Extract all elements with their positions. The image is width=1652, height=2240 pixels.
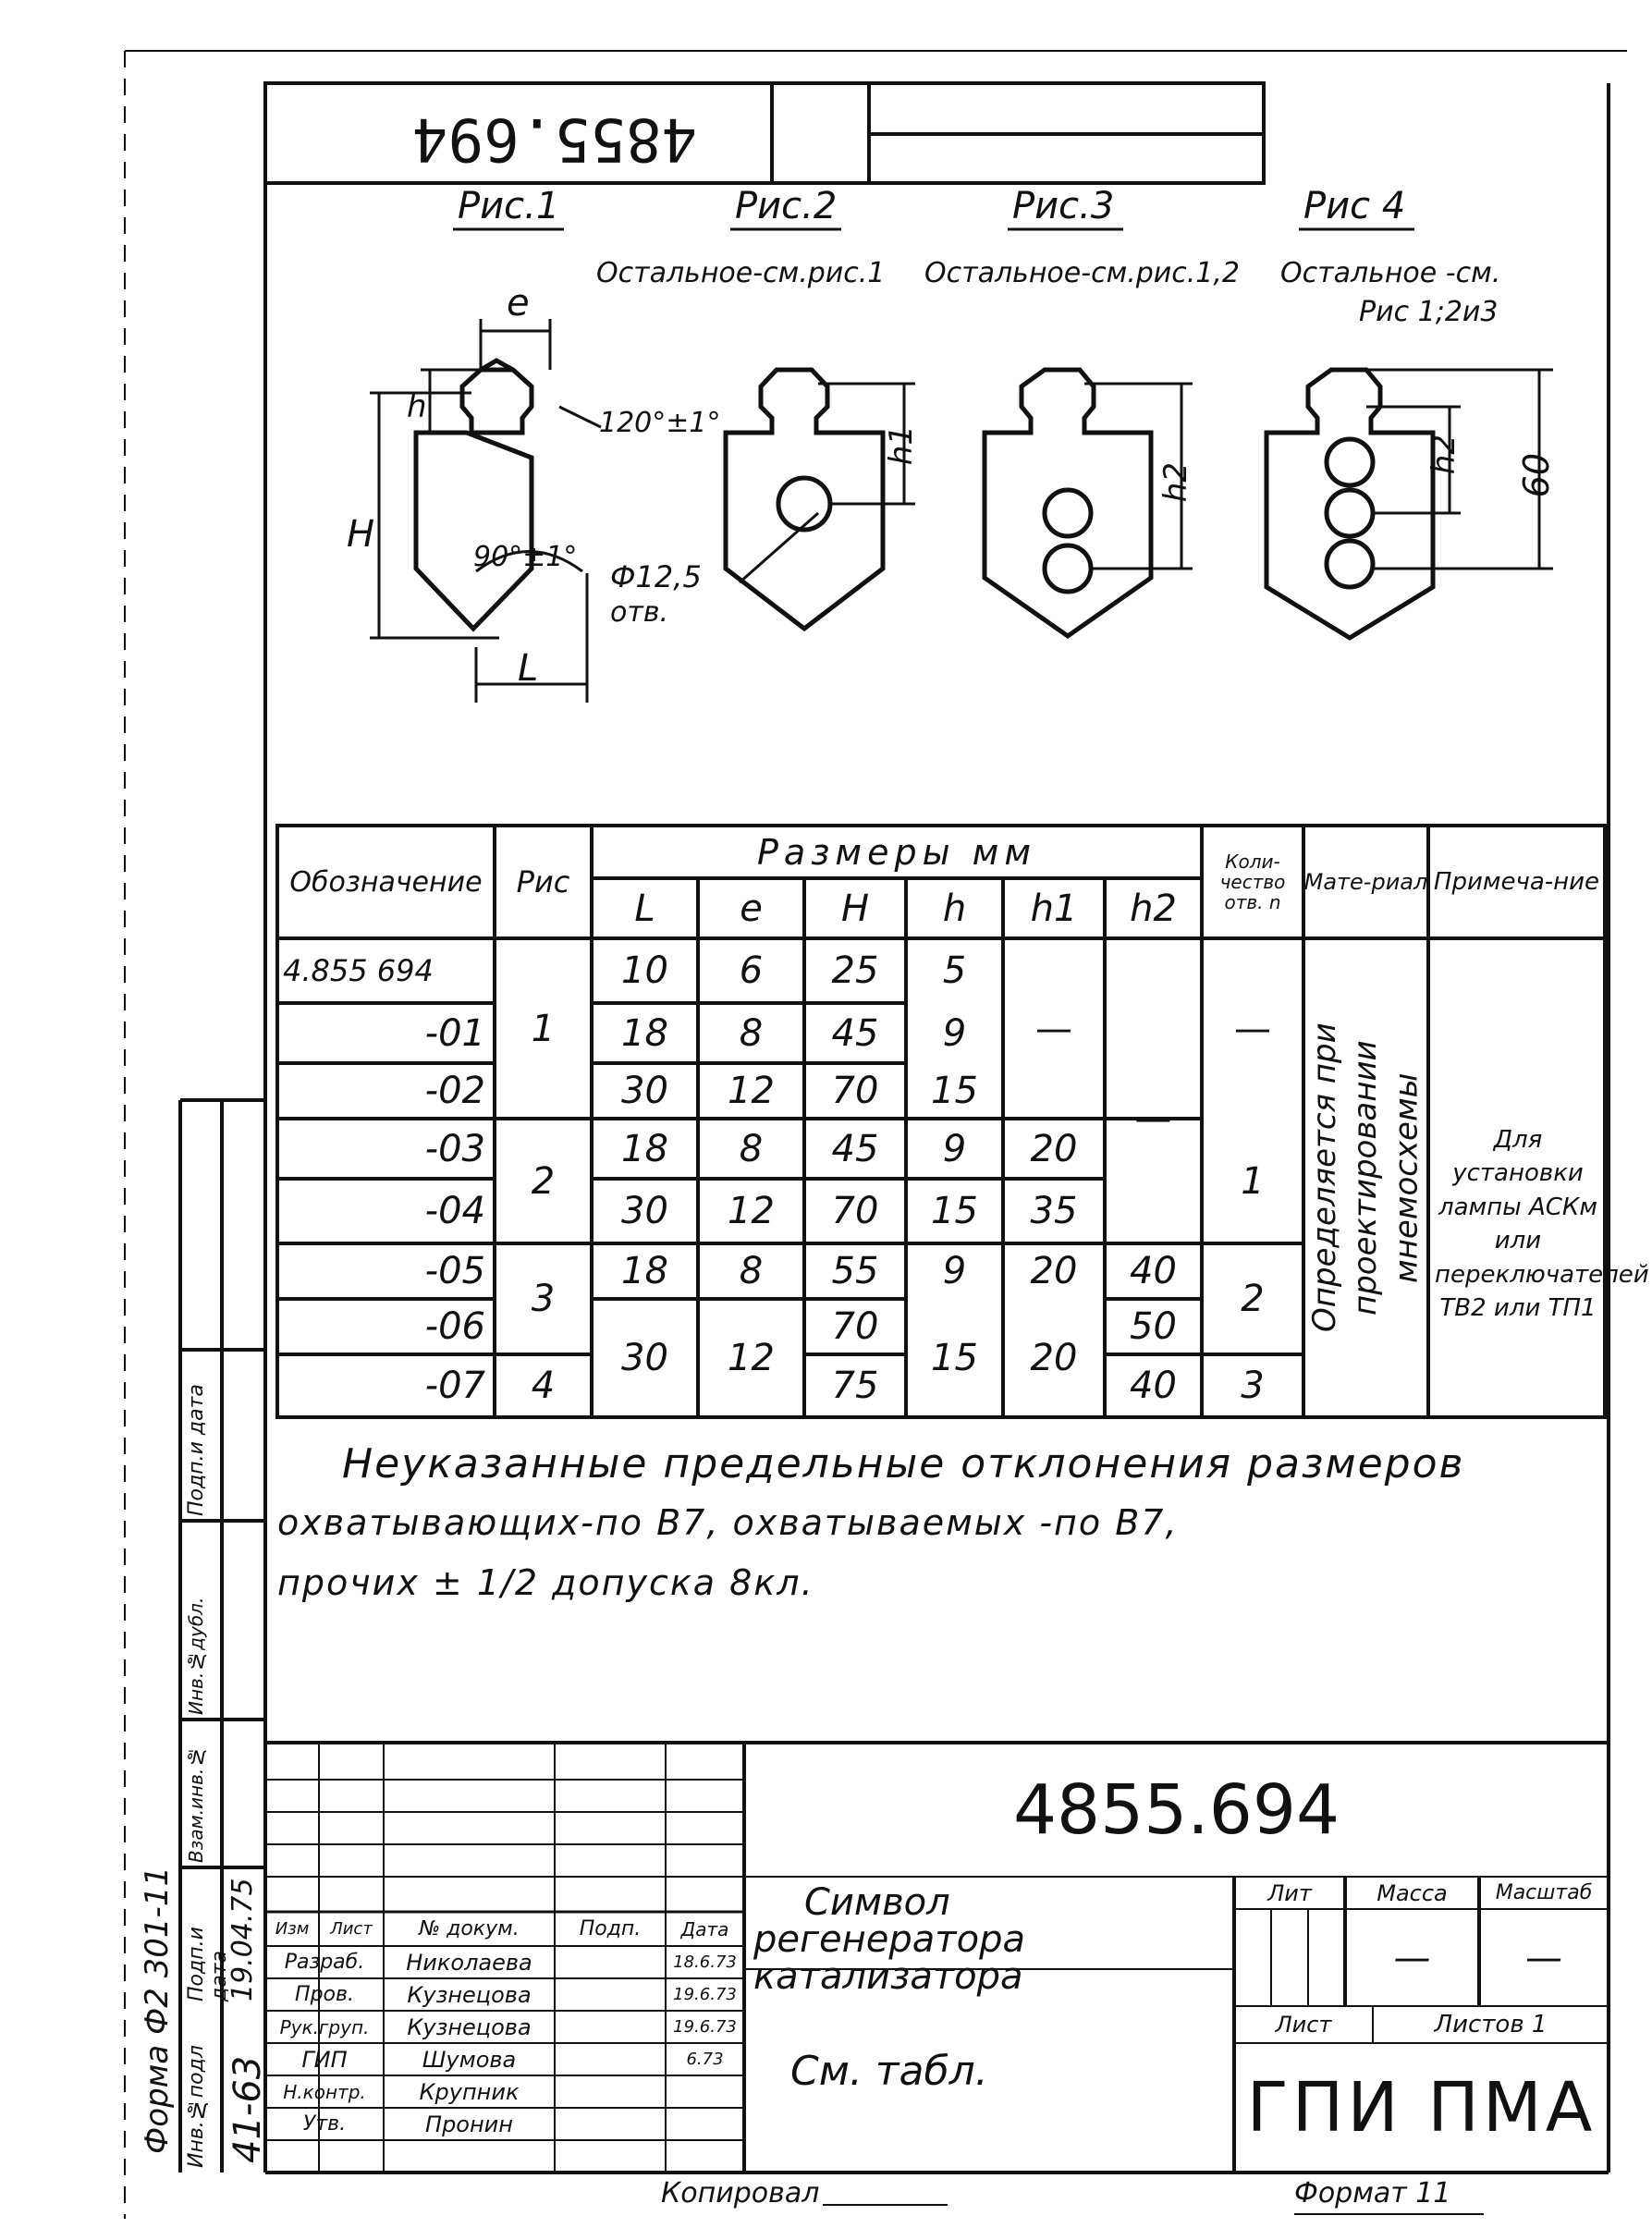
row2-H: 70 (831, 1070, 879, 1112)
note-line2: охватывающих-по В7, охватываемых -по В7, (277, 1502, 1179, 1543)
row3-h1: 20 (1030, 1127, 1078, 1170)
row5-h1: 20 (1030, 1250, 1078, 1292)
row3-designation: -03 (424, 1127, 485, 1170)
row0-H: 25 (831, 949, 879, 992)
th-sizes: Размеры мм (757, 831, 1036, 873)
tb-title-line1: Символ (804, 1881, 950, 1924)
fig1-dim-h: h (407, 388, 427, 425)
row1-H: 45 (831, 1011, 879, 1055)
row6-H: 70 (831, 1305, 879, 1348)
tb-scale-label: Масштаб (1495, 1881, 1593, 1904)
th-note: Примеча-ние (1433, 868, 1600, 896)
row67-L: 30 (621, 1337, 668, 1379)
holes-3: 3 (1241, 1365, 1265, 1407)
fig4-note-line1: Остальное -см. (1280, 257, 1501, 289)
row1-h: 9 (942, 1011, 967, 1055)
tb-date-3: 6.73 (686, 2050, 724, 2069)
side-form: Форма Ф2 301-11 (139, 1866, 176, 2154)
top-stamp-number: 4855.694 (411, 104, 698, 173)
th-e: e (740, 887, 763, 930)
row5-h: 9 (942, 1250, 967, 1292)
tb-role-2: Рук.груп. (279, 2015, 370, 2038)
row5-designation: -05 (424, 1250, 485, 1292)
fig4-note-line2: Рис 1;2и3 (1359, 296, 1499, 328)
row2-h: 15 (931, 1070, 978, 1112)
row5-h2: 40 (1130, 1250, 1177, 1292)
th-holes: Коли-чество отв. n (1219, 851, 1286, 913)
fig4-title: Рис 4 (1303, 185, 1406, 227)
fig1-dim-H: H (347, 513, 375, 556)
row3-H: 45 (831, 1127, 879, 1170)
tb-mass-label: Масса (1377, 1879, 1448, 1906)
holes-2: 2 (1241, 1278, 1265, 1320)
fig2-dim-h1: h1 (883, 425, 920, 466)
fig4-outline (1267, 370, 1433, 638)
side-vzam: Взам.инв.№ (185, 1745, 207, 1863)
fig2-outline (726, 370, 883, 629)
holes-dash: — (1234, 1007, 1271, 1050)
row2-L: 30 (621, 1070, 668, 1112)
tb-title-line3: катализатора (753, 1955, 1023, 1998)
tb-role-0: Разраб. (284, 1951, 365, 1974)
row67-h1: 20 (1030, 1337, 1078, 1379)
tb-h-doc: № докум. (419, 1917, 520, 1940)
tb-sheet-label: Лист (1275, 2012, 1332, 2038)
th-h1: h1 (1030, 887, 1078, 930)
tb-role-3: ГИП (301, 2046, 348, 2073)
holes-1: 1 (1241, 1159, 1265, 1203)
fig1-angle-top: 120°±1° (599, 407, 721, 439)
row0-e: 6 (739, 949, 764, 992)
fig-merged-4: 4 (531, 1365, 556, 1407)
th-designation: Обозначение (289, 865, 483, 899)
row4-h: 15 (931, 1190, 978, 1232)
tb-h-izm: Изм (275, 1919, 310, 1939)
tb-name-4: Крупник (419, 2078, 520, 2105)
row7-designation: -07 (424, 1365, 485, 1407)
fig3-outline (985, 370, 1151, 636)
row3-L: 18 (621, 1127, 668, 1170)
note-cell: Для установки лампы АСКм или переключателей ТВ2 или ТП1 (1435, 1126, 1649, 1322)
fig1-title: Рис.1 (458, 185, 560, 227)
th-h2: h2 (1130, 887, 1177, 930)
tb-name-2: Кузнецова (407, 2014, 532, 2040)
note-line3: прочих ± 1/2 допуска 8кл. (277, 1562, 814, 1603)
row67-h: 15 (931, 1337, 978, 1379)
fig3-note: Остальное-см.рис.1,2 (924, 257, 1241, 289)
side-inv-value: 41-63 (226, 2055, 269, 2163)
tb-mass-value: — (1393, 1936, 1431, 1979)
row3-h: 9 (942, 1127, 967, 1170)
fig3-dim-h2: h2 (1157, 462, 1194, 503)
fig-merged-3: 3 (531, 1278, 556, 1320)
material-cell: Определяется при проектировании мнемосхемы (1306, 1022, 1426, 1333)
fig1-dim-e: e (507, 282, 530, 324)
fig2-title: Рис.2 (735, 185, 838, 227)
fig-merged-1: 1 (531, 1007, 556, 1050)
fig1-hole-note: отв. (610, 596, 669, 629)
tb-role-1: Пров. (295, 1983, 354, 2006)
tb-h-list: Лист (330, 1919, 373, 1939)
row5-H: 55 (831, 1250, 879, 1292)
row3-e: 8 (739, 1127, 764, 1170)
tb-date-2: 19.6.73 (673, 2017, 737, 2037)
th-L: L (634, 887, 655, 930)
side-date-value: 19.04.75 (226, 1878, 259, 2001)
tb-lit-label: Лит (1267, 1879, 1312, 1906)
row4-h1: 35 (1030, 1190, 1078, 1232)
th-H: H (840, 887, 870, 930)
h1-dash: — (1035, 1007, 1072, 1050)
row4-L: 30 (621, 1190, 668, 1232)
row4-H: 70 (831, 1190, 879, 1232)
row1-designation: -01 (424, 1011, 485, 1055)
side-inv-dubl: Инв.№дубл. (185, 1597, 207, 1715)
tb-name-0: Николаева (406, 1949, 532, 1976)
th-h: h (942, 887, 967, 930)
fig1-dim-L: L (518, 647, 539, 690)
tb-name-1: Кузнецова (407, 1981, 532, 2008)
tb-sheets-label: Листов 1 (1434, 2011, 1548, 2038)
row5-e: 8 (739, 1250, 764, 1292)
row7-h2: 40 (1130, 1365, 1177, 1407)
tb-org: ГПИ ПМА (1246, 2068, 1597, 2148)
side-sign-date: Подп.и дата (185, 1927, 231, 2001)
tb-h-sign: Подп. (579, 1917, 642, 1940)
row1-e: 8 (739, 1011, 764, 1055)
row6-h2: 50 (1130, 1305, 1177, 1348)
tb-role-4: Н.контр. (283, 2080, 366, 2103)
side-inv-orig: Инв.№подл (185, 2045, 208, 2168)
fig1-angle-bottom: 90°±1° (473, 541, 578, 573)
tb-name-3: Шумова (422, 2046, 517, 2073)
fig4-dim-h2: h2 (1426, 435, 1462, 475)
fig1-outline (462, 370, 532, 433)
row7-H: 75 (831, 1365, 879, 1407)
fig4-dim-60: 60 (1516, 453, 1557, 498)
row67-e: 12 (728, 1337, 775, 1379)
tb-scale-value: — (1525, 1936, 1562, 1979)
row2-e: 12 (728, 1070, 775, 1112)
tb-copied: Копировал (661, 2177, 820, 2209)
side-sign-date2: Подп.и дата (185, 1384, 208, 1516)
fig3-title: Рис.3 (1012, 185, 1115, 227)
fig2-note: Остальное-см.рис.1 (596, 257, 886, 289)
tb-role-5: Утв. (302, 2112, 347, 2136)
row0-L: 10 (621, 949, 668, 992)
row1-L: 18 (621, 1011, 668, 1055)
fig1-hole: Ф12,5 (610, 559, 702, 594)
fig-merged-2: 2 (531, 1159, 556, 1203)
th-material: Мате-риал (1303, 869, 1428, 895)
tb-title-line2: регенератора (753, 1918, 1025, 1961)
row4-designation: -04 (424, 1190, 485, 1232)
h2-dash: — (1134, 1097, 1172, 1140)
row4-e: 12 (728, 1190, 775, 1232)
tb-format: Формат 11 (1294, 2177, 1451, 2209)
row5-L: 18 (621, 1250, 668, 1292)
th-fig: Рис (516, 864, 570, 900)
tb-date-1: 19.6.73 (673, 1985, 737, 2004)
tb-h-date: Дата (680, 1917, 729, 1940)
row0-h: 5 (942, 949, 967, 992)
tb-name-5: Пронин (425, 2111, 513, 2137)
tb-doc-number: 4855.694 (1012, 1769, 1340, 1850)
tb-material: См. табл. (790, 2048, 988, 2095)
note-line1: Неуказанные предельные отклонения размеров (342, 1440, 1465, 1487)
row0-designation: 4.855 694 (283, 953, 434, 988)
row2-designation: -02 (424, 1070, 485, 1112)
row6-designation: -06 (424, 1305, 485, 1348)
tb-date-0: 18.6.73 (673, 1952, 737, 1972)
